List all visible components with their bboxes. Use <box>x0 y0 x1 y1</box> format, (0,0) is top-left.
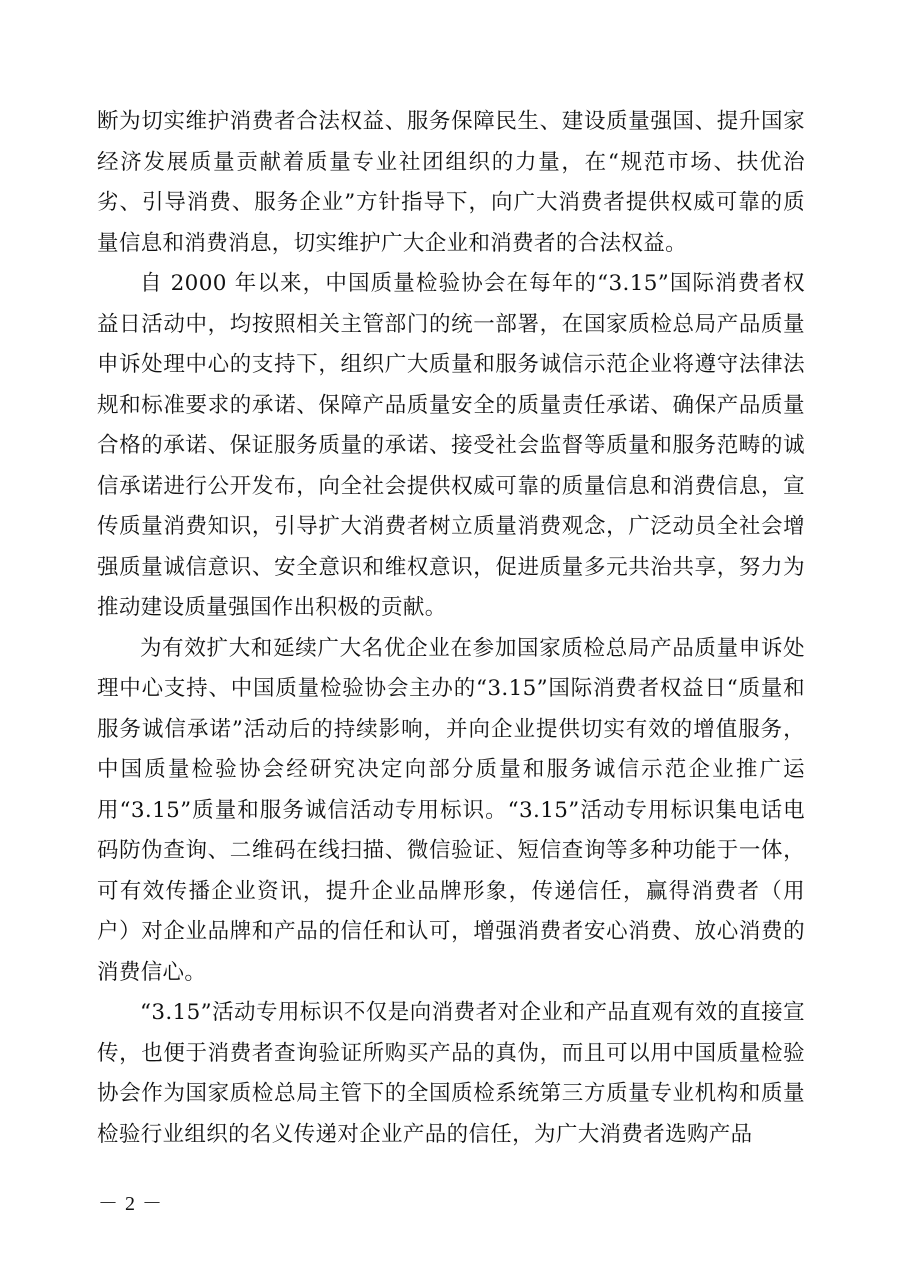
paragraph-history: 自 2000 年以来，中国质量检验协会在每年的“3.15”国际消费者权益日活动中，均按照相关主管部门的统一部署，在国家质检总局产品质量申诉处理中心的支持下，组织广大质量和服务诚信示范企业将遵守法律法规和标准要求的承诺、保障产品质量安全的质量责任承诺、确保产品质量合格的承诺、保证服务质量的承诺、接受社会监督等质量和服务范畴的诚信承诺进行公开发布，向全社会提供权威可靠的质量信息和消费信息，宣传质量消费知识，引导扩大消费者树立质量消费观念，广泛动员全社会增强质量诚信意识、安全意识和维权意识，促进质量多元共治共享，努力为推动建设质量强国作出积极的贡献。 <box>97 271 805 620</box>
document-body <box>97 102 805 1155</box>
page-number: － 2 － <box>98 1193 163 1215</box>
paragraph-logo-benefits: “3.15”活动专用标识不仅是向消费者对企业和产品直观有效的直接宣传，也便于消费者查询验证所购买产品的真伪，而且可以用中国质量检验协会作为国家质检总局主管下的全国质检系统第三方质量专业机构和质量检验行业组织的名义传递对企业产品的信任，为广大消费者选购产品 <box>97 1000 805 1147</box>
paragraph-continuation: 断为切实维护消费者合法权益、服务保障民生、建设质量强国、提升国家经济发展质量贡献着质量专业社团组织的力量，在“规范市场、扶优治劣、引导消费、服务企业”方针指导下，向广大消费者提供权威可靠的质量信息和消费消息，切实维护广大企业和消费者的合法权益。 <box>97 109 805 256</box>
paragraph-logo-promotion: 为有效扩大和延续广大名优企业在参加国家质检总局产品质量申诉处理中心支持、中国质量检验协会主办的“3.15”国际消费者权益日“质量和服务诚信承诺”活动后的持续影响，并向企业提供切实有效的增值服务，中国质量检验协会经研究决定向部分质量和服务诚信示范企业推广运用“3.15”质量和服务诚信活动专用标识。“3.15”活动专用标识集电话电码防伪查询、二维码在线扫描、微信验证、短信查询等多种功能于一体，可有效传播企业资讯，提升企业品牌形象，传递信任，赢得消费者（用户）对企业品牌和产品的信任和认可，增强消费者安心消费、放心消费的消费信心。 <box>97 635 805 985</box>
